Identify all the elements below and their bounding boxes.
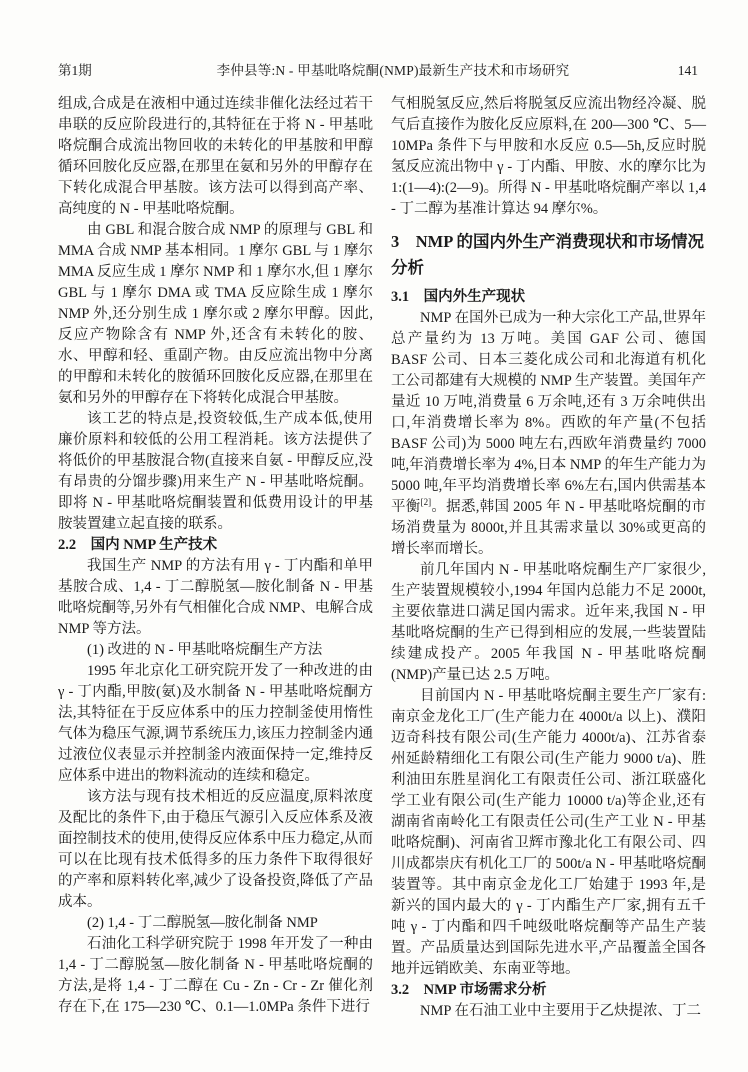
paragraph-ripp-1998: 石油化工科学研究院于 1998 年开发了一种由 1,4 - 丁二醇脱氢—胺化制备 N - 甲基吡咯烷酮的方法,是将 1,4 - 丁二醇在 Cu - Zn - Cr - Zr 催化剂存在下,在 175—230 ℃、0.1—1.0MPa 条件下进行 (58, 936, 373, 1015)
running-head-title: 李仲县等:N - 甲基吡咯烷酮(NMP)最新生产技术和市场研究 (216, 63, 570, 78)
journal-issue-label: 第1期 (58, 63, 92, 78)
section-heading-3-market-analysis: 3 NMP 的国内外生产消费现状和市场情况分析 (391, 232, 705, 277)
paragraph-domestic-manufacturers: 目前国内 N - 甲基吡咯烷酮主要生产厂家有:南京金龙化工厂(生产能力在 4000t/a 以上)、濮阳迈奇科技有限公司(生产能力 4000t/a)、江苏省泰州延龄精细化工有限公司(生产能力 9000 t/a)、胜利油田东胜星润化工有限责任公司、浙江联盛化学工业有限公司(生产能力 10000 t/a)等企业,还有湖南省南岭化工有限责任公司(生产工业 N - 甲基吡咯烷酮)、河南省卫辉市豫北化工有限公司、四川成都崇庆有机化工厂的 500t/a N - 甲基吡咯烷酮装置等。其中南京金龙化工厂始建于 1993 年,是新兴的国内最大的 γ - 丁内酯生产厂家,拥有五千吨 γ - 丁内酯和四千吨级吡咯烷酮等产品生产装置。产品质量达到国际先进水平,产品覆盖全国各地并远销欧美、东南亚等地。 (391, 688, 706, 977)
heading-2-2-domestic-technology: 2.2 国内 NMP 生产技术 (58, 537, 218, 553)
paragraph-process-features: 该工艺的特点是,投资较低,生产成本低,使用廉价原料和较低的公用工程消耗。该方法提供了将低价的甲基胺混合物(直接来自氨 - 甲醇反应,没有昂贵的分馏步骤)用来生产 N - 甲基吡咯烷酮。即将 N - 甲基吡咯烷酮装置和低费用设计的甲基胺装置建立起直接的联系。 (58, 411, 373, 532)
paragraph-domestic-capacity-history: 前几年国内 N - 甲基吡咯烷酮生产厂家很少,生产装置规模较小,1994 年国内总能力不足 2000t,主要依靠进口满足国内需求。近年来,我国 N - 甲基吡咯烷酮的生产已得到相应的发展,一些装置陆续建成投产。2005 年我国 N - 甲基吡咯烷酮(NMP)产量已达 2.5 万吨。 (391, 562, 706, 683)
column-left (58, 94, 373, 1022)
article-body (58, 94, 706, 1022)
paragraph-synthesis-continued: 组成,合成是在液相中通过连续非催化法经过若干串联的反应阶段进行的,其特征在于将 N - 甲基吡咯烷酮合成流出物回收的未转化的甲基胺和甲醇循环回胺化反应器,在那里在氨和另外的甲醇存在下转化成混合甲基胺。该方法可以得到高产率、高纯度的 N - 甲基吡咯烷酮。 (58, 96, 373, 217)
paragraph-domestic-methods: 我国生产 NMP 的方法有用 γ - 丁内酯和单甲基胺合成、1,4 - 丁二醇脱氢—胺化制备 N - 甲基吡咯烷酮等,另外有气相催化合成 NMP、电解合成 NMP 等方法。 (58, 558, 373, 637)
footnote-ref-2: [2] (420, 497, 432, 508)
column-right (391, 94, 706, 1022)
paragraph-global-production-text: NMP 在国外已成为一种大宗化工产品,世界年总产量约为 13 万吨。美国 GAF 公司、德国 BASF 公司、日本三菱化成公司和北海道有机化工公司都建有大规模的 NMP 生产装置。美国年产量近 10 万吨,消费量 6 万余吨,还有 3 万余吨供出口,年消费增长率为 8%。西欧的年产量(不包括 BASF 公司)为 5000 吨左右,西欧年消费量约 7000 吨,年消费增长率为 4%,日本 NMP 的年生产能力为 5000 吨,年平均消费增长率 6%左右,国内供需基本平衡 (391, 310, 706, 515)
list-item-improved-method: (1) 改进的 N - 甲基吡咯烷酮生产方法 (87, 642, 323, 658)
heading-3-2-demand-analysis: 3.2 NMP 市场需求分析 (391, 982, 547, 998)
paragraph-dehydrogenation-continued: 气相脱氢反应,然后将脱氢反应流出物经冷凝、脱气后直接作为胺化反应原料,在 200—300 ℃、5—10MPa 条件下与甲胺和水反应 0.5—5h,反应时脱氢反应流出物中 γ - 丁内酯、甲胺、水的摩尔比为 1:(1—4):(2—9)。所得 N - 甲基吡咯烷酮产率以 1,4 - 丁二醇为基准计算达 94 摩尔%。 (391, 96, 706, 217)
page-number: 141 (677, 63, 698, 78)
paragraph-gbl-mixed-amine: 由 GBL 和混合胺合成 NMP 的原理与 GBL 和 MMA 合成 NMP 基本相同。1 摩尔 GBL 与 1 摩尔 MMA 反应生成 1 摩尔 NMP 和 1 摩尔水,但 1 摩尔 GBL 与 1 摩尔 DMA 或 TMA 反应除生成 1 摩尔 NMP 外,还分别生成 1 摩尔或 2 摩尔甲醇。因此,反应产物除含有 NMP 外,还含有未转化的胺、水、甲醇和轻、重副产物。由反应流出物中分离的甲醇和未转化的胺循环回胺化反应器,在那里在氨和另外的甲醇存在下将转化成混合甲基胺。 (58, 222, 373, 406)
paragraph-beijing-institute-1995: 1995 年北京化工研究院开发了一种改进的由 γ - 丁内酯,甲胺(氨)及水制备 N - 甲基吡咯烷酮方法,其特征在于反应体系中的压力控制釜使用惰性气体为稳压气源,调节系统压力,该压力控制釜内通过液位仪表显示并控制釜内液面保持一定,维持反应体系中进出的物料流动的连续和稳定。 (58, 663, 373, 784)
paragraph-korea-consumption-text: 。据悉,韩国 2005 年 N - 甲基吡咯烷酮的市场消费量为 8000t,并且其需求量以 30%或更高的增长率而增长。 (391, 499, 706, 557)
heading-3-1-production-status: 3.1 国内外生产现状 (391, 289, 526, 305)
running-head (58, 62, 698, 80)
paragraph-global-production (391, 308, 706, 560)
paragraph-pressure-control-advantages: 该方法与现有技术相近的反应温度,原料浓度及配比的条件下,由于稳压气源引入反应体系及液面控制技术的使用,使得反应体系中压力稳定,从而可以在比现有技术低得多的压力条件下取得很好的产率和原料转化率,减少了设备投资,降低了产品成本。 (58, 789, 373, 910)
list-item-butanediol-method: (2) 1,4 - 丁二醇脱氢—胺化制备 NMP (87, 915, 318, 931)
paragraph-petroleum-applications: NMP 在石油工业中主要用于乙炔提浓、丁二 (420, 1003, 702, 1019)
